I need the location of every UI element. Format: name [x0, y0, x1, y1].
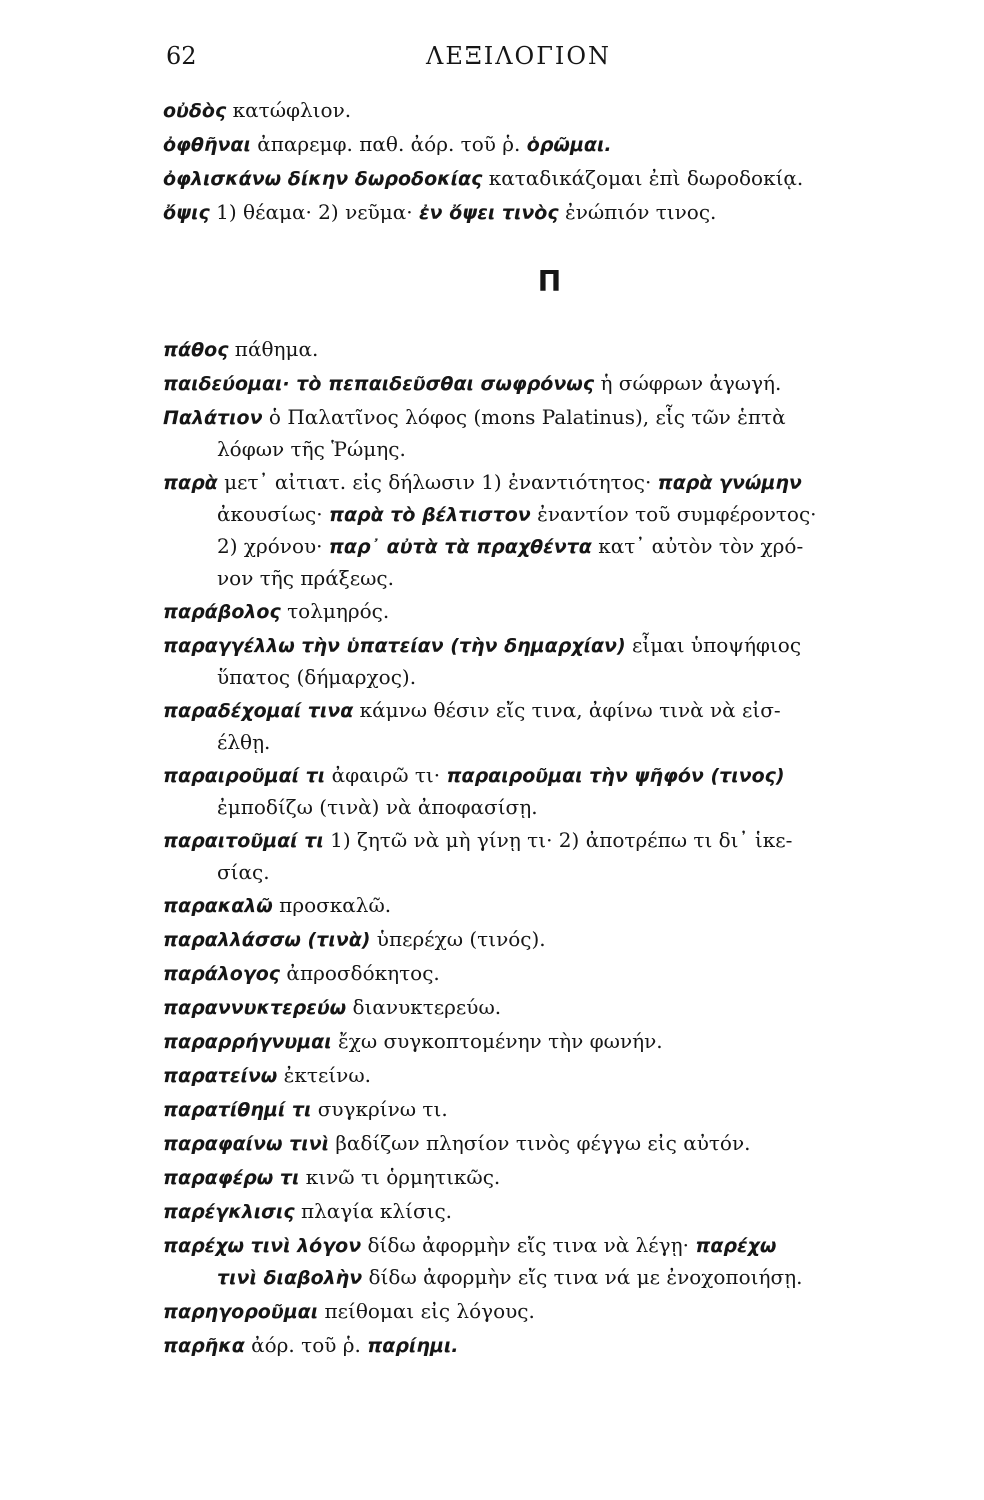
glossary-entry [163, 1026, 908, 1058]
entry-line [163, 760, 908, 792]
definition-text: σίας. [217, 860, 270, 884]
definition-text: ὑπερέχω (τινός). [370, 927, 546, 951]
entry-line [163, 924, 908, 956]
headword: παρέχω τινὶ λόγον [163, 1235, 362, 1257]
definition-text: πείθομαι εἰς λόγους. [318, 1299, 535, 1323]
definition-text: ἡ σώφρων ἀγωγή. [594, 371, 782, 395]
entry-line [163, 1162, 908, 1194]
definition-text: βαδίζων πλησίον τινὸς φέγγω εἰς αὐτόν. [329, 1131, 751, 1155]
headword: παρακαλῶ [163, 895, 273, 917]
definition-text: ἀόρ. τοῦ ῥ. [244, 1333, 368, 1357]
entry-line [163, 531, 908, 563]
headword: παραδέχομαί τινα [163, 700, 354, 722]
entry-line [163, 857, 908, 888]
headword: Παλάτιον [163, 407, 263, 429]
headword: παρέγκλισις [163, 1201, 295, 1223]
definition-text: προσκαλῶ. [272, 893, 392, 917]
headword: παρατείνω [163, 1065, 278, 1087]
glossary-entry [163, 760, 908, 823]
entry-line [163, 368, 908, 400]
glossary-entry [163, 695, 908, 758]
entry-line [163, 1230, 908, 1262]
entry-line [163, 467, 908, 499]
definition-text: κατ᾽ αὐτὸν τὸν χρό- [591, 534, 804, 558]
glossary-entry [163, 1196, 908, 1228]
headword: παρὰ [163, 472, 218, 494]
definition-text: κατώφλιον. [226, 98, 352, 122]
entry-line [163, 563, 908, 594]
definition-text: ἀπροσδόκητος. [280, 961, 440, 985]
entry-line [163, 958, 908, 990]
definition-text: εἶμαι ὑποψήφιος [625, 633, 802, 657]
glossary-entry [163, 163, 908, 195]
headword: παραιροῦμαί τι [163, 765, 326, 787]
definition-text: νον τῆς πράξεως. [217, 566, 394, 590]
glossary-entry [163, 197, 908, 229]
definition-text: ἐμποδίζω (τινὰ) νὰ ἀποφασίσῃ. [217, 795, 538, 819]
headword: παραννυκτερεύω [163, 997, 347, 1019]
entry-list-top [163, 95, 908, 229]
definition-text: πλαγία κλίσις. [294, 1199, 453, 1223]
entry-line [163, 402, 908, 434]
headword: παραρρήγνυμαι [163, 1031, 332, 1053]
entry-line [163, 129, 908, 161]
glossary-entry [163, 1094, 908, 1126]
headword: παρηγοροῦμαι [163, 1301, 319, 1323]
entry-line [163, 95, 908, 127]
headword: ἐν ὄψει τινὸς [418, 202, 559, 224]
definition-text: ἐναντίον τοῦ συμφέροντος· [530, 502, 817, 526]
glossary-entry [163, 1230, 908, 1294]
headword: οὐδὸς [163, 100, 227, 122]
headword: παραγγέλλω τὴν ὑπατείαν (τὴν δημαρχίαν) [163, 635, 626, 657]
definition-text: ἀφαιρῶ τι· [325, 763, 447, 787]
headword: ὁρῶμαι. [526, 134, 612, 156]
headword: παρὰ τὸ βέλτιστον [328, 504, 531, 526]
headword: ὀφλισκάνω δίκην δωροδοκίας [163, 168, 483, 190]
headword: πάθος [163, 339, 229, 361]
glossary-entry [163, 129, 908, 161]
glossary-entry [163, 992, 908, 1024]
definition-text: καταδικάζομαι ἐπὶ δωροδοκίᾳ. [482, 166, 804, 190]
definition-text: ἀπαρεμφ. παθ. ἀόρ. τοῦ ῥ. [250, 132, 527, 156]
entry-line [163, 1330, 908, 1362]
headword: παρατίθημί τι [163, 1099, 312, 1121]
definition-text: ὕπατος (δήμαρχος). [217, 665, 417, 689]
entry-line [163, 1128, 908, 1160]
definition-text: κινῶ τι ὁρμητικῶς. [299, 1165, 501, 1189]
definition-text: ὁ Παλατῖνος λόφος (mons Palatinus), εἷς τῶν ἑπτὰ [262, 405, 786, 429]
entry-line [163, 1262, 908, 1294]
definition-text: δίδω ἀφορμὴν εἴς τινα νὰ λέγῃ· [361, 1233, 696, 1257]
glossary-entry [163, 1330, 908, 1362]
glossary-entry [163, 1128, 908, 1160]
glossary-entry [163, 1060, 908, 1092]
glossary-body [163, 95, 908, 1364]
headword: παράλογος [163, 963, 281, 985]
entry-line [163, 825, 908, 857]
entry-line [163, 434, 908, 465]
entry-line [163, 890, 908, 922]
glossary-entry [163, 368, 908, 400]
glossary-entry [163, 467, 908, 594]
headword: παραιροῦμαι τὴν ψῆφόν (τινος) [446, 765, 785, 787]
headword: παραιτοῦμαί τι [163, 830, 324, 852]
entry-line [163, 1060, 908, 1092]
definition-text: 1) θέαμα· 2) νεῦμα· [209, 200, 419, 224]
page-number: 62 [166, 42, 197, 70]
headword: παρ᾽ αὐτὰ τὰ πραχθέντα [328, 536, 592, 558]
glossary-entry [163, 402, 908, 465]
entry-line [163, 1196, 908, 1228]
headword: παρὰ γνώμην [657, 472, 802, 494]
entry-line [163, 197, 908, 229]
headword: παρῆκα [163, 1335, 245, 1357]
definition-text: 1) ζητῶ νὰ μὴ γίνῃ τι· 2) ἀποτρέπω τι δι᾽ ἱκε- [323, 828, 793, 852]
definition-text: διανυκτερεύω. [346, 995, 502, 1019]
headword: παιδεύομαι· τὸ πεπαιδεῦσθαι σωφρόνως [163, 373, 595, 395]
entry-line [163, 1094, 908, 1126]
glossary-entry [163, 334, 908, 366]
headword: παρίημι. [367, 1335, 459, 1357]
entry-line [163, 1296, 908, 1328]
entry-line [163, 727, 908, 758]
entry-line [163, 662, 908, 693]
entry-line [163, 499, 908, 531]
entry-line [163, 792, 908, 823]
entry-line [163, 334, 908, 366]
glossary-entry [163, 890, 908, 922]
headword: παραφέρω τι [163, 1167, 300, 1189]
definition-text: ἔχω συγκοπτομένην τὴν φωνήν. [331, 1029, 663, 1053]
glossary-entry [163, 825, 908, 888]
glossary-entry [163, 95, 908, 127]
definition-text: πάθημα. [228, 337, 319, 361]
glossary-entry [163, 596, 908, 628]
page-header [166, 42, 906, 72]
glossary-entry [163, 1162, 908, 1194]
definition-text: κάμνω θέσιν εἴς τινα, ἀφίνω τινὰ νὰ εἰσ- [353, 698, 781, 722]
headword: τινὶ διαβολὴν [217, 1267, 363, 1289]
definition-text: 2) χρόνου· [217, 534, 329, 558]
definition-text: συγκρίνω τι. [311, 1097, 448, 1121]
entry-line [163, 695, 908, 727]
headword: παραλλάσσω (τινὰ) [163, 929, 371, 951]
entry-line [163, 630, 908, 662]
entry-line [163, 992, 908, 1024]
definition-text: λόφων τῆς Ῥώμης. [217, 437, 406, 461]
entry-list [163, 334, 908, 1362]
entry-line [163, 1026, 908, 1058]
definition-text: έλθῃ. [217, 730, 271, 754]
glossary-entry [163, 1296, 908, 1328]
definition-text: ἀκουσίως· [217, 502, 329, 526]
letter-heading: Π [537, 265, 562, 298]
glossary-entry [163, 958, 908, 990]
definition-text: μετ᾽ αἰτιατ. εἰς δήλωσιν 1) ἐναντιότητος· [217, 470, 658, 494]
headword: παράβολος [163, 601, 281, 623]
headword: ὄψις [163, 202, 210, 224]
definition-text: ἐνώπιόν τινος. [558, 200, 717, 224]
headword: παραφαίνω τινὶ [163, 1133, 329, 1155]
headword: ὀφθῆναι [163, 134, 251, 156]
definition-text: δίδω ἀφορμὴν εἴς τινα νά με ἐνοχοποιήσῃ. [362, 1265, 803, 1289]
definition-text: τολμηρός. [280, 599, 390, 623]
headword: παρέχω [695, 1235, 777, 1257]
glossary-entry [163, 630, 908, 693]
glossary-entry [163, 924, 908, 956]
entry-line [163, 163, 908, 195]
entry-line [163, 596, 908, 628]
running-title: ΛΕΞΙΛΟΓΙΟΝ [426, 42, 612, 70]
definition-text: ἐκτείνω. [277, 1063, 371, 1087]
